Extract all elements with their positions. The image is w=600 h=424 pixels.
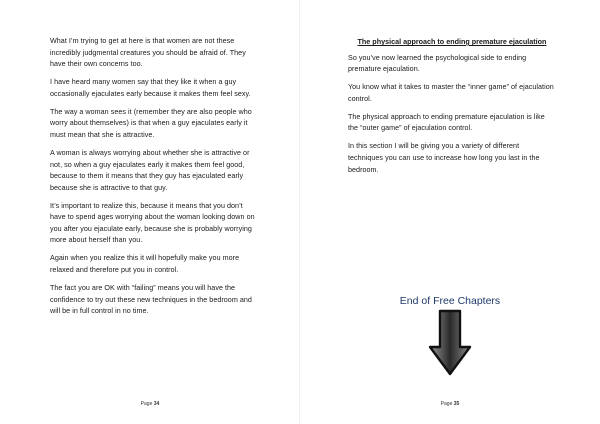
page-number-value: 34 xyxy=(153,401,160,407)
paragraph: The fact you are OK with “failing” means you will have the confidence to try out these new techniques in the bedroom and will be in full control in no time. xyxy=(50,284,252,316)
right-page-text xyxy=(348,36,556,183)
paragraph: Again when you realize this it will hopefully make you more relaxed and therefore put you in control. xyxy=(50,254,240,275)
end-of-free-chapters-label: End of Free Chapters xyxy=(399,295,501,307)
paragraph: In this section I will be giving you a variety of different techniques you can use to increase how long you last in the bedroom. xyxy=(348,142,540,174)
paragraph: It’s important to realize this, because it means that you don’t have to spend ages worrying about the woman looking down on you after you ejaculate early, because she is probably worrying more about herself than you. xyxy=(50,201,255,245)
page-number xyxy=(0,401,300,407)
paragraph: So you’ve now learned the psychological side to ending premature ejaculation. xyxy=(348,53,527,74)
section-title: The physical approach to ending premature ejaculation xyxy=(357,37,547,46)
paragraph: What I’m trying to get at here is that women are not these incredibly judgmental creatures you should be afraid of. They have their own concerns too. xyxy=(50,37,246,69)
page-number xyxy=(300,401,600,407)
right-page xyxy=(300,0,600,424)
paragraph: The way a woman sees it (remember they are also people who worry about themselves) is that when a guy ejaculates early it must mean that she is attractive. xyxy=(50,107,252,139)
paragraph: I have heard many women say that they like it when a guy occasionally ejaculates early because it makes them feel sexy. xyxy=(50,78,251,98)
page-label: Page xyxy=(440,401,453,407)
paragraph: You know what it takes to master the “inner game” of ejaculation control. xyxy=(348,83,554,103)
page-number-value: 35 xyxy=(453,401,460,407)
left-page-text xyxy=(50,36,258,324)
paragraph: The physical approach to ending premature ejaculation is like the “outer game” of ejaculation control. xyxy=(348,112,545,133)
down-arrow-icon xyxy=(427,309,473,377)
page-label: Page xyxy=(140,401,153,407)
paragraph: A woman is always worrying about whether she is attractive or not, so when a guy ejaculates early it makes them feel good, because to them it means that they guy has ejaculated early because she is attractive to that guy. xyxy=(50,148,250,192)
